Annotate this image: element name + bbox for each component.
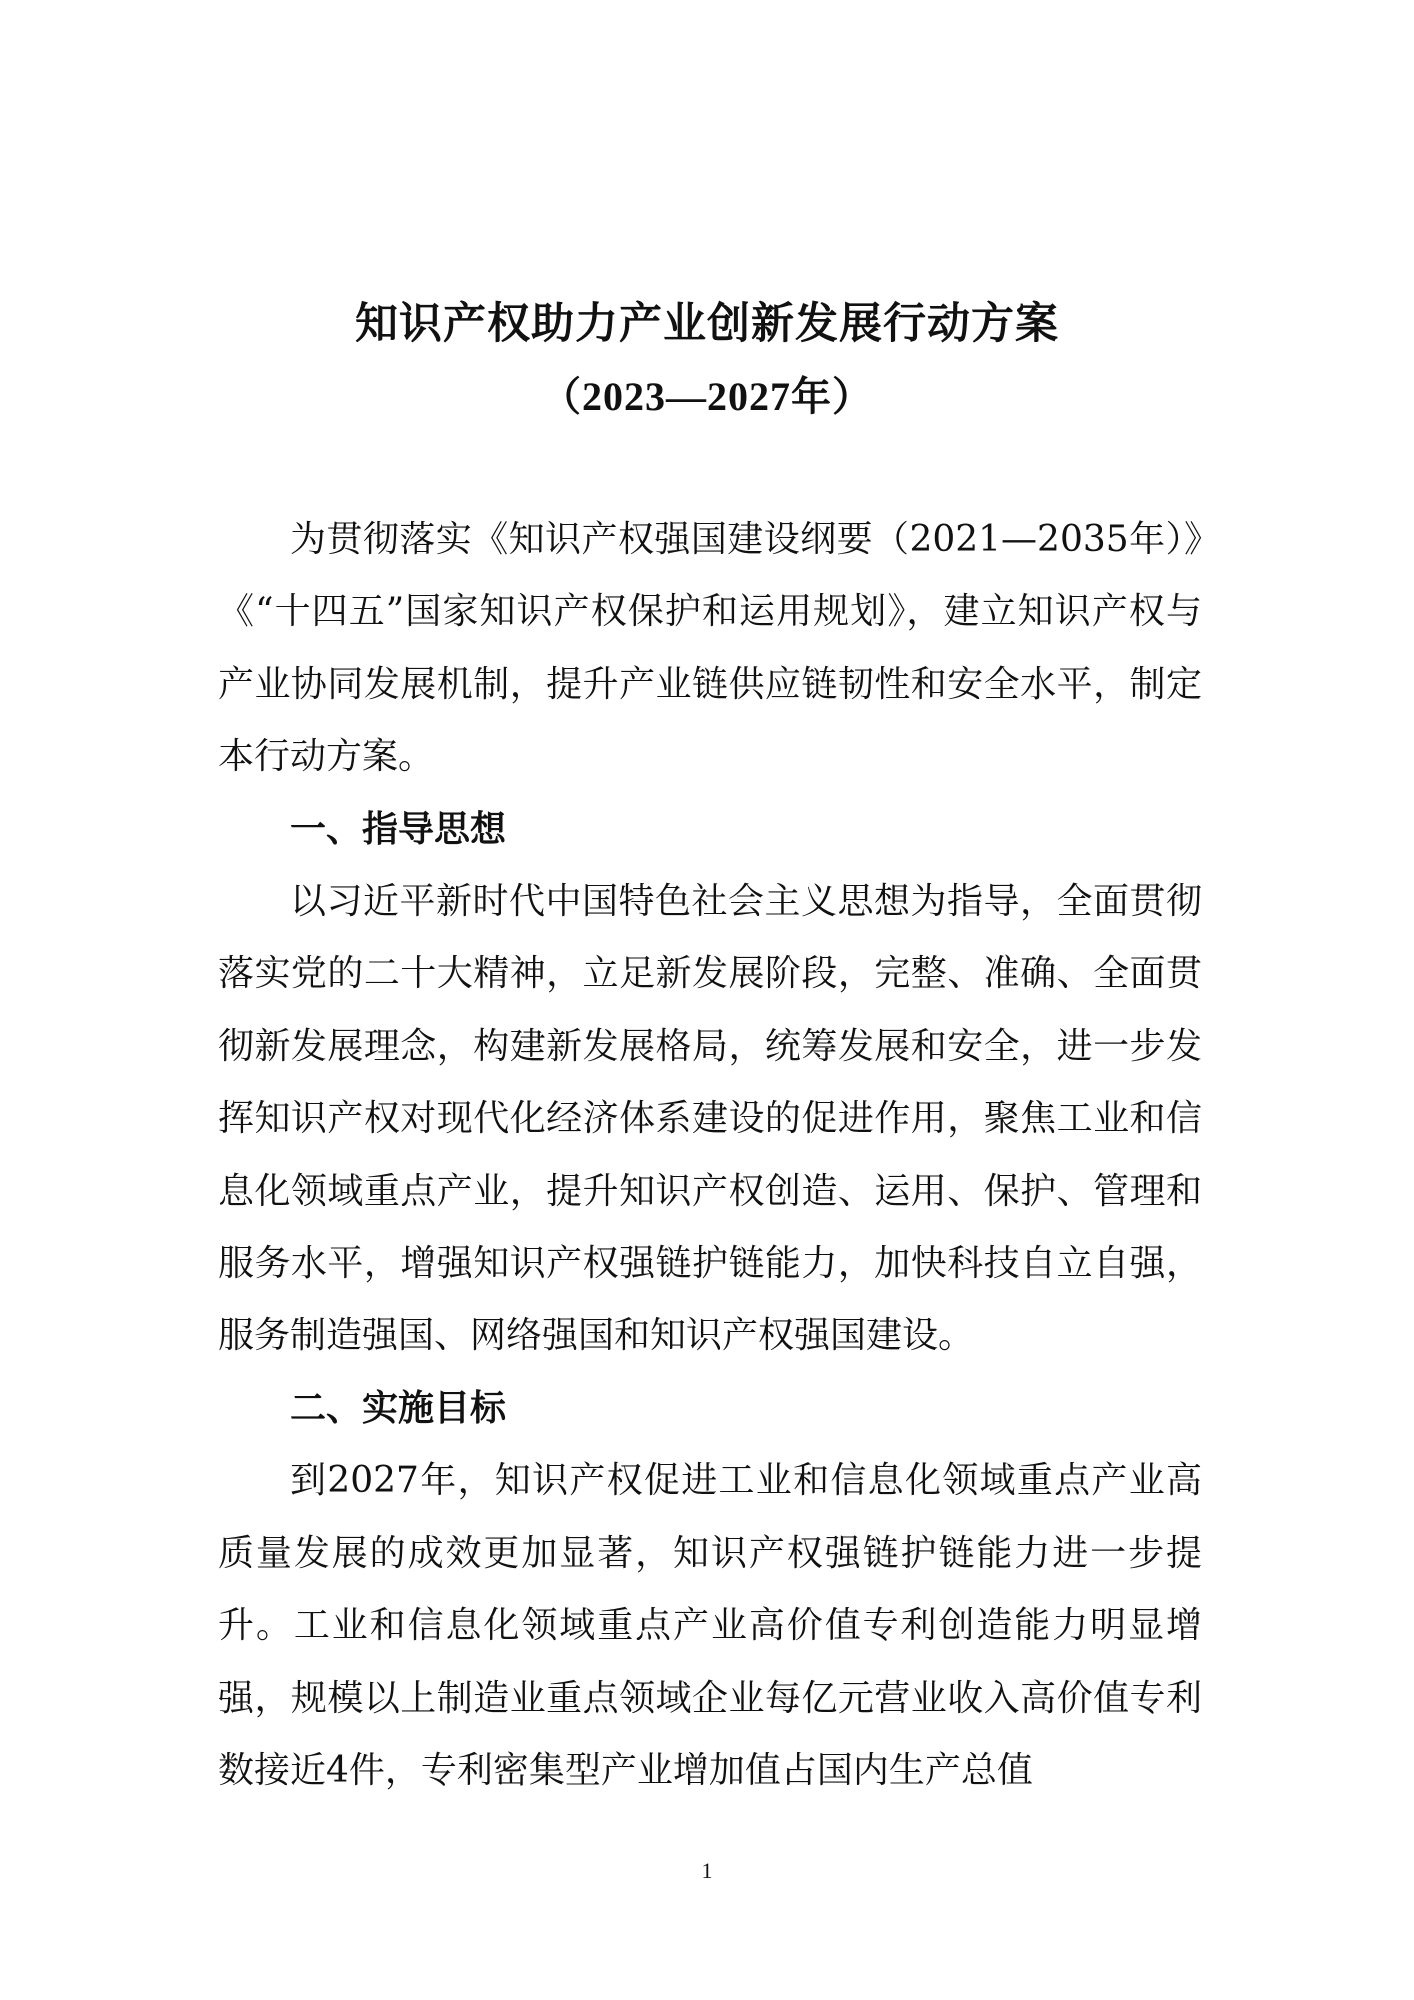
intro-paragraph: 为贯彻落实《知识产权强国建设纲要（2021—2035年）》《“十四五”国家知识产权保护和运用规划》，建立知识产权与产业协同发展机制，提升产业链供应链韧性和安全水平，制定本行动方案。 xyxy=(218,519,1202,778)
document-body xyxy=(218,504,1202,1807)
goals-paragraph: 到2027年，知识产权促进工业和信息化领域重点产业高质量发展的成效更加显著，知识产权强链护链能力进一步提升。工业和信息化领域重点产业高价值专利创造能力明显增强，规模以上制造业重点领域企业每亿元营业收入高价值专利数接近4件，专利密集型产业增加值占国内生产总值 xyxy=(218,1460,1202,1791)
document-subtitle: （2023—2027年） xyxy=(541,374,873,419)
page-number: 1 xyxy=(701,1858,713,1883)
document-title: 知识产权助力产业创新发展行动方案 xyxy=(355,299,1059,349)
guiding-ideology-paragraph: 以习近平新时代中国特色社会主义思想为指导，全面贯彻落实党的二十大精神，立足新发展阶段，完整、准确、全面贯彻新发展理念，构建新发展格局，统筹发展和安全，进一步发挥知识产权对现代化经济体系建设的促进作用，聚焦工业和信息化领域重点产业，提升知识产权创造、运用、保护、管理和服务水平，增强知识产权强链护链能力，加快科技自立自强，服务制造强国、网络强国和知识产权强国建设。 xyxy=(218,881,1202,1357)
section-heading-guiding-ideology: 一、指导思想 xyxy=(290,808,507,850)
section-heading-goals: 二、实施目标 xyxy=(290,1387,507,1429)
